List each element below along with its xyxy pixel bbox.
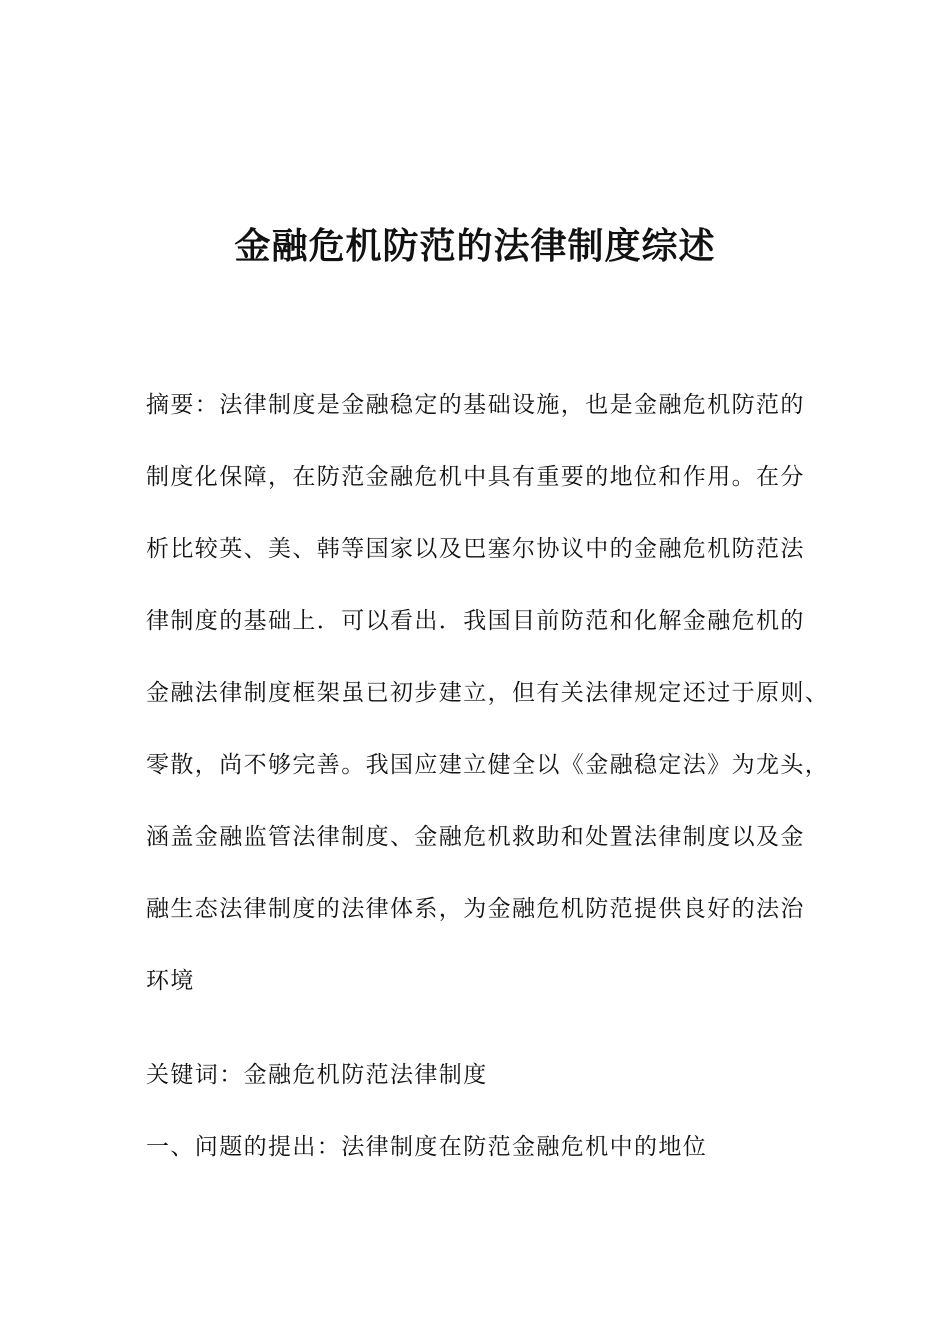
abstract-line: 融生态法律制度的法律体系，为金融危机防范提供良好的法治 xyxy=(146,896,805,922)
keywords-line: 关键词：金融危机防范法律制度 xyxy=(146,1062,488,1088)
abstract-line: 涵盖金融监管法律制度、金融危机救助和处置法律制度以及金 xyxy=(146,824,805,850)
abstract-paragraph xyxy=(146,380,830,1028)
abstract-line: 律制度的基础上．可以看出．我国目前防范和化解金融危机的 xyxy=(146,608,805,634)
abstract-line: 摘要：法律制度是金融稳定的基础设施，也是金融危机防范的 xyxy=(146,392,805,418)
abstract-line: 金融法律制度框架虽已初步建立，但有关法律规定还过于原则、 xyxy=(146,680,830,706)
section-heading: 一、问题的提出：法律制度在防范金融危机中的地位 xyxy=(146,1134,708,1160)
abstract-line: 析比较英、美、韩等国家以及巴塞尔协议中的金融危机防范法 xyxy=(146,536,805,562)
abstract-line: 零散，尚不够完善。我国应建立健全以《金融稳定法》为龙头， xyxy=(146,752,830,778)
document-title: 金融危机防范的法律制度综述 xyxy=(234,226,716,267)
abstract-line: 制度化保障，在防范金融危机中具有重要的地位和作用。在分 xyxy=(146,464,805,490)
abstract-line: 环境 xyxy=(146,968,195,994)
